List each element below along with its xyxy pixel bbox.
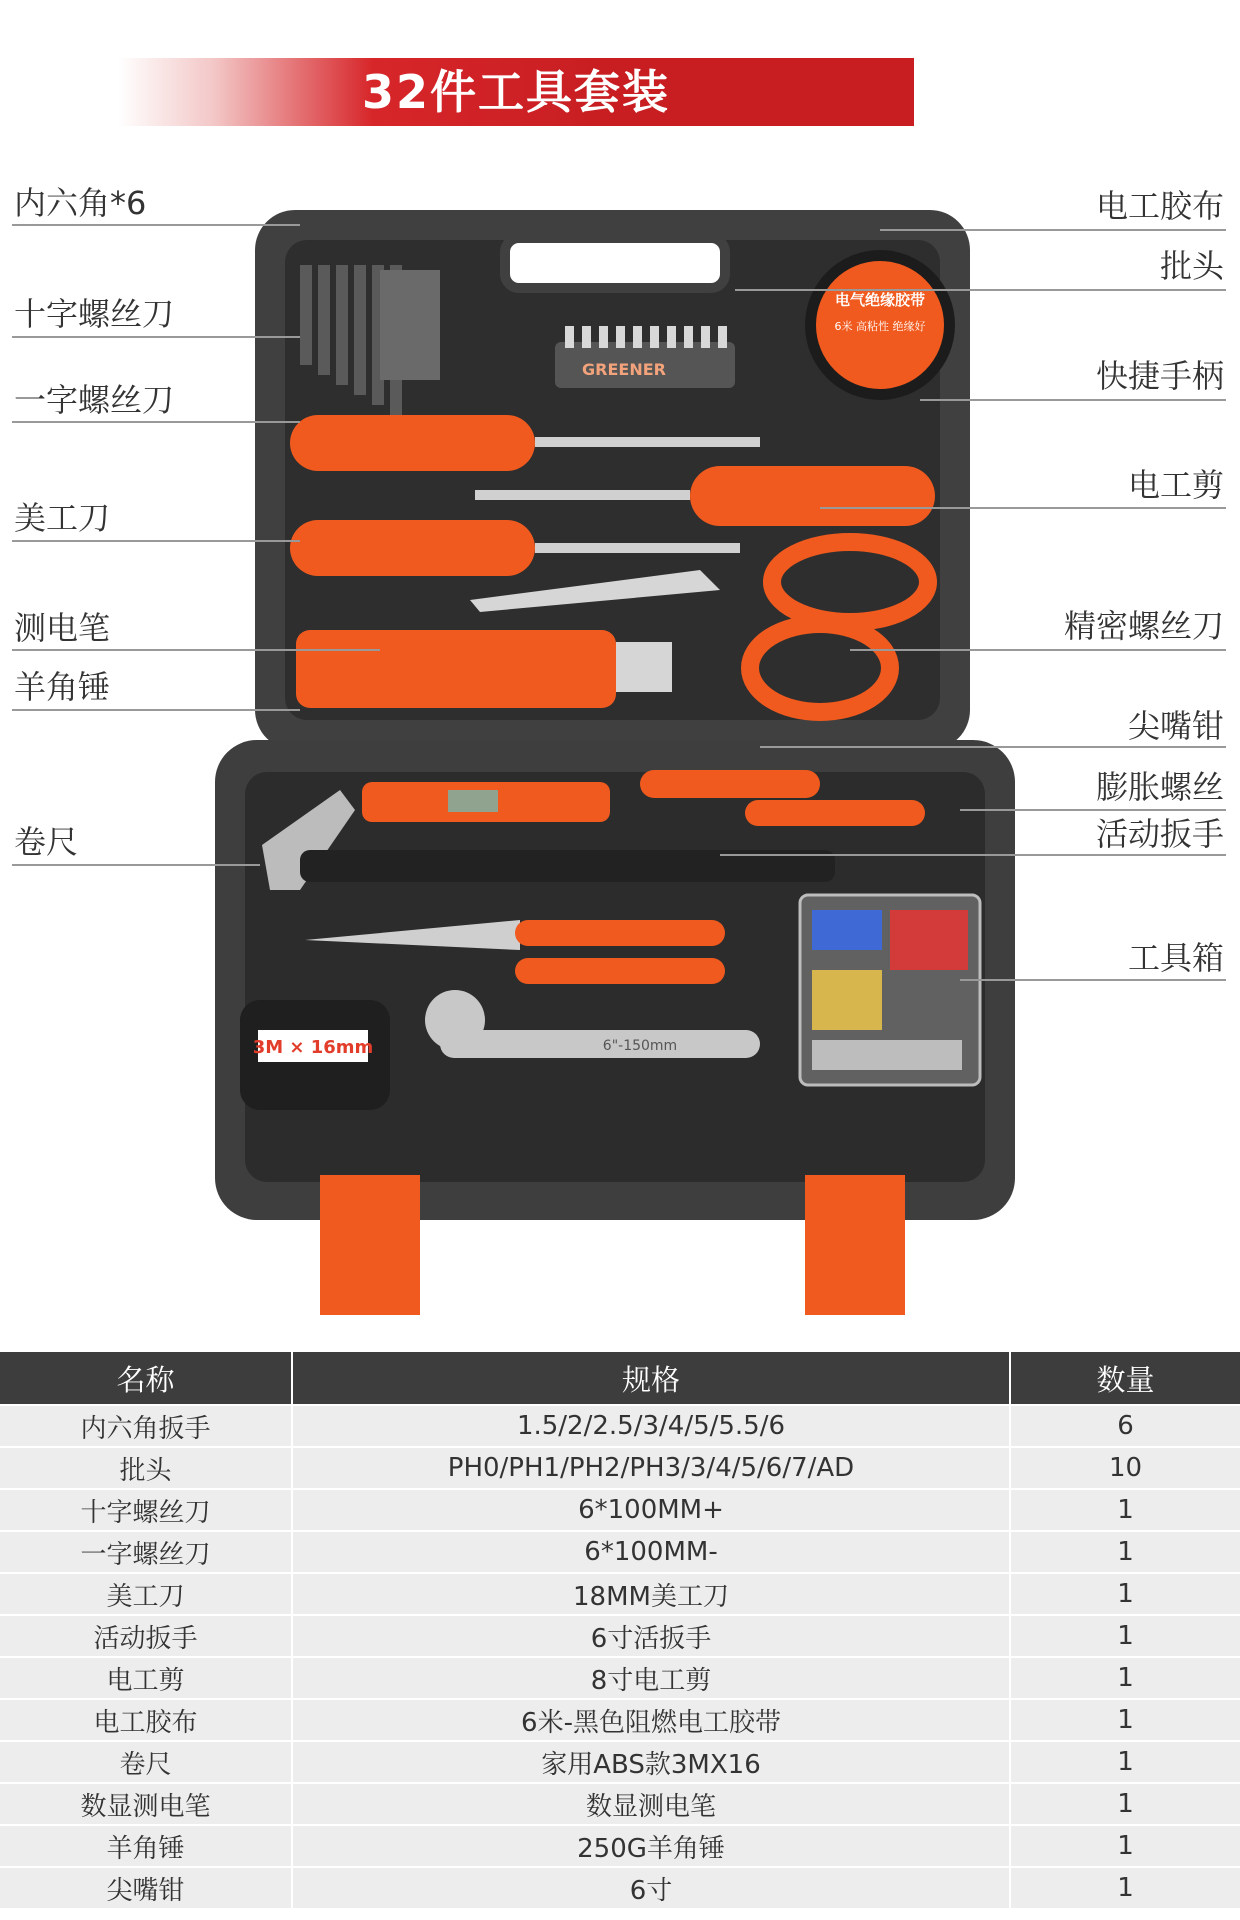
callout-utility-knife: 美工刀	[14, 499, 111, 537]
cell-spec: PH0/PH1/PH2/PH3/3/4/5/6/7/AD	[292, 1447, 1010, 1489]
callout-wall-anchors: 膨胀螺丝	[1095, 768, 1224, 806]
table-row	[0, 1825, 1240, 1867]
callout-toolbox: 工具箱	[1127, 939, 1224, 977]
cell-qty: 1	[1010, 1741, 1240, 1783]
toolbox-illustration	[0, 150, 1240, 1330]
header-name: 名称	[0, 1352, 292, 1405]
tape-sub-label: 6米 高粘性 绝缘好	[834, 320, 926, 333]
bit-holder-brand: GREENER	[582, 360, 666, 379]
cell-spec: 18MM美工刀	[292, 1573, 1010, 1615]
cell-name: 内六角扳手	[0, 1405, 292, 1447]
latch-right	[805, 1175, 905, 1315]
tape-brand-label: 电气绝缘胶带	[834, 291, 926, 309]
callout-precision-screwdriver: 精密螺丝刀	[1063, 607, 1224, 645]
cell-spec: 6寸	[292, 1867, 1010, 1908]
table-row	[0, 1489, 1240, 1531]
cell-name: 卷尺	[0, 1741, 292, 1783]
product-figure	[0, 150, 1240, 1330]
cell-name: 数显测电笔	[0, 1783, 292, 1825]
spec-table	[0, 1352, 1240, 1908]
cell-qty: 1	[1010, 1825, 1240, 1867]
cell-name: 电工胶布	[0, 1699, 292, 1741]
cell-qty: 1	[1010, 1783, 1240, 1825]
utility-knife	[296, 630, 616, 708]
table-row	[0, 1573, 1240, 1615]
table-row	[0, 1405, 1240, 1447]
cell-name: 羊角锤	[0, 1825, 292, 1867]
table-row	[0, 1783, 1240, 1825]
cell-qty: 6	[1010, 1405, 1240, 1447]
callout-quick-handle: 快捷手柄	[1095, 357, 1224, 395]
header-spec: 规格	[292, 1352, 1010, 1405]
wrench-mark: 6"-150mm	[602, 1038, 678, 1054]
cell-spec: 8寸电工剪	[292, 1657, 1010, 1699]
table-row	[0, 1699, 1240, 1741]
cell-spec: 家用ABS款3MX16	[292, 1741, 1010, 1783]
case-handle-slot	[505, 238, 725, 288]
callout-scissors: 电工剪	[1127, 466, 1224, 504]
header-qty: 数量	[1010, 1352, 1240, 1405]
cell-qty: 1	[1010, 1489, 1240, 1531]
table-header-row	[0, 1352, 1240, 1405]
table-row	[0, 1615, 1240, 1657]
callout-adjustable-wrench: 活动扳手	[1095, 815, 1224, 853]
latch-left	[320, 1175, 420, 1315]
page-title: 32件工具套装	[361, 65, 670, 119]
cell-qty: 1	[1010, 1531, 1240, 1573]
cell-name: 批头	[0, 1447, 292, 1489]
callout-test-pen: 测电笔	[14, 609, 111, 647]
table-row	[0, 1867, 1240, 1908]
cell-spec: 6*100MM-	[292, 1531, 1010, 1573]
table-row	[0, 1447, 1240, 1489]
cell-qty: 1	[1010, 1657, 1240, 1699]
callout-tape-measure: 卷尺	[14, 823, 79, 861]
callout-hex-key: 内六角*6	[14, 184, 147, 222]
table-row	[0, 1741, 1240, 1783]
table-row	[0, 1531, 1240, 1573]
tape-measure-label: 3M × 16mm	[252, 1037, 374, 1058]
cell-spec: 6*100MM+	[292, 1489, 1010, 1531]
cell-spec: 250G羊角锤	[292, 1825, 1010, 1867]
screwdriver-phillips-shaft	[535, 437, 760, 447]
screwdriver-flat-handle	[290, 520, 535, 576]
callout-needle-nose-pliers: 尖嘴钳	[1127, 707, 1224, 745]
precision-screwdriver-1	[640, 770, 820, 798]
title-banner	[118, 58, 914, 126]
pliers-handle-2	[515, 958, 725, 984]
callout-claw-hammer: 羊角锤	[14, 668, 111, 706]
cell-qty: 1	[1010, 1699, 1240, 1741]
cell-spec: 数显测电笔	[292, 1783, 1010, 1825]
adjustable-wrench	[440, 1030, 760, 1058]
cell-name: 美工刀	[0, 1573, 292, 1615]
quick-handle	[690, 466, 935, 526]
pliers-handle-1	[515, 920, 725, 946]
cell-qty: 1	[1010, 1867, 1240, 1908]
cell-qty: 1	[1010, 1615, 1240, 1657]
callout-bits: 批头	[1159, 247, 1224, 285]
callout-electrical-tape: 电工胶布	[1095, 187, 1224, 225]
cell-name: 电工剪	[0, 1657, 292, 1699]
callout-flat-screwdriver: 一字螺丝刀	[14, 381, 175, 419]
table-row	[0, 1657, 1240, 1699]
cell-qty: 1	[1010, 1573, 1240, 1615]
cell-name: 尖嘴钳	[0, 1867, 292, 1908]
cell-name: 活动扳手	[0, 1615, 292, 1657]
cell-name: 十字螺丝刀	[0, 1489, 292, 1531]
callout-phillips-screwdriver: 十字螺丝刀	[14, 295, 175, 333]
screwdriver-phillips-handle	[290, 415, 535, 471]
cell-name: 一字螺丝刀	[0, 1531, 292, 1573]
cell-spec: 6米-黑色阻燃电工胶带	[292, 1699, 1010, 1741]
cell-qty: 10	[1010, 1447, 1240, 1489]
precision-screwdriver-2	[745, 800, 925, 826]
cell-spec: 6寸活扳手	[292, 1615, 1010, 1657]
cell-spec: 1.5/2/2.5/3/4/5/5.5/6	[292, 1405, 1010, 1447]
